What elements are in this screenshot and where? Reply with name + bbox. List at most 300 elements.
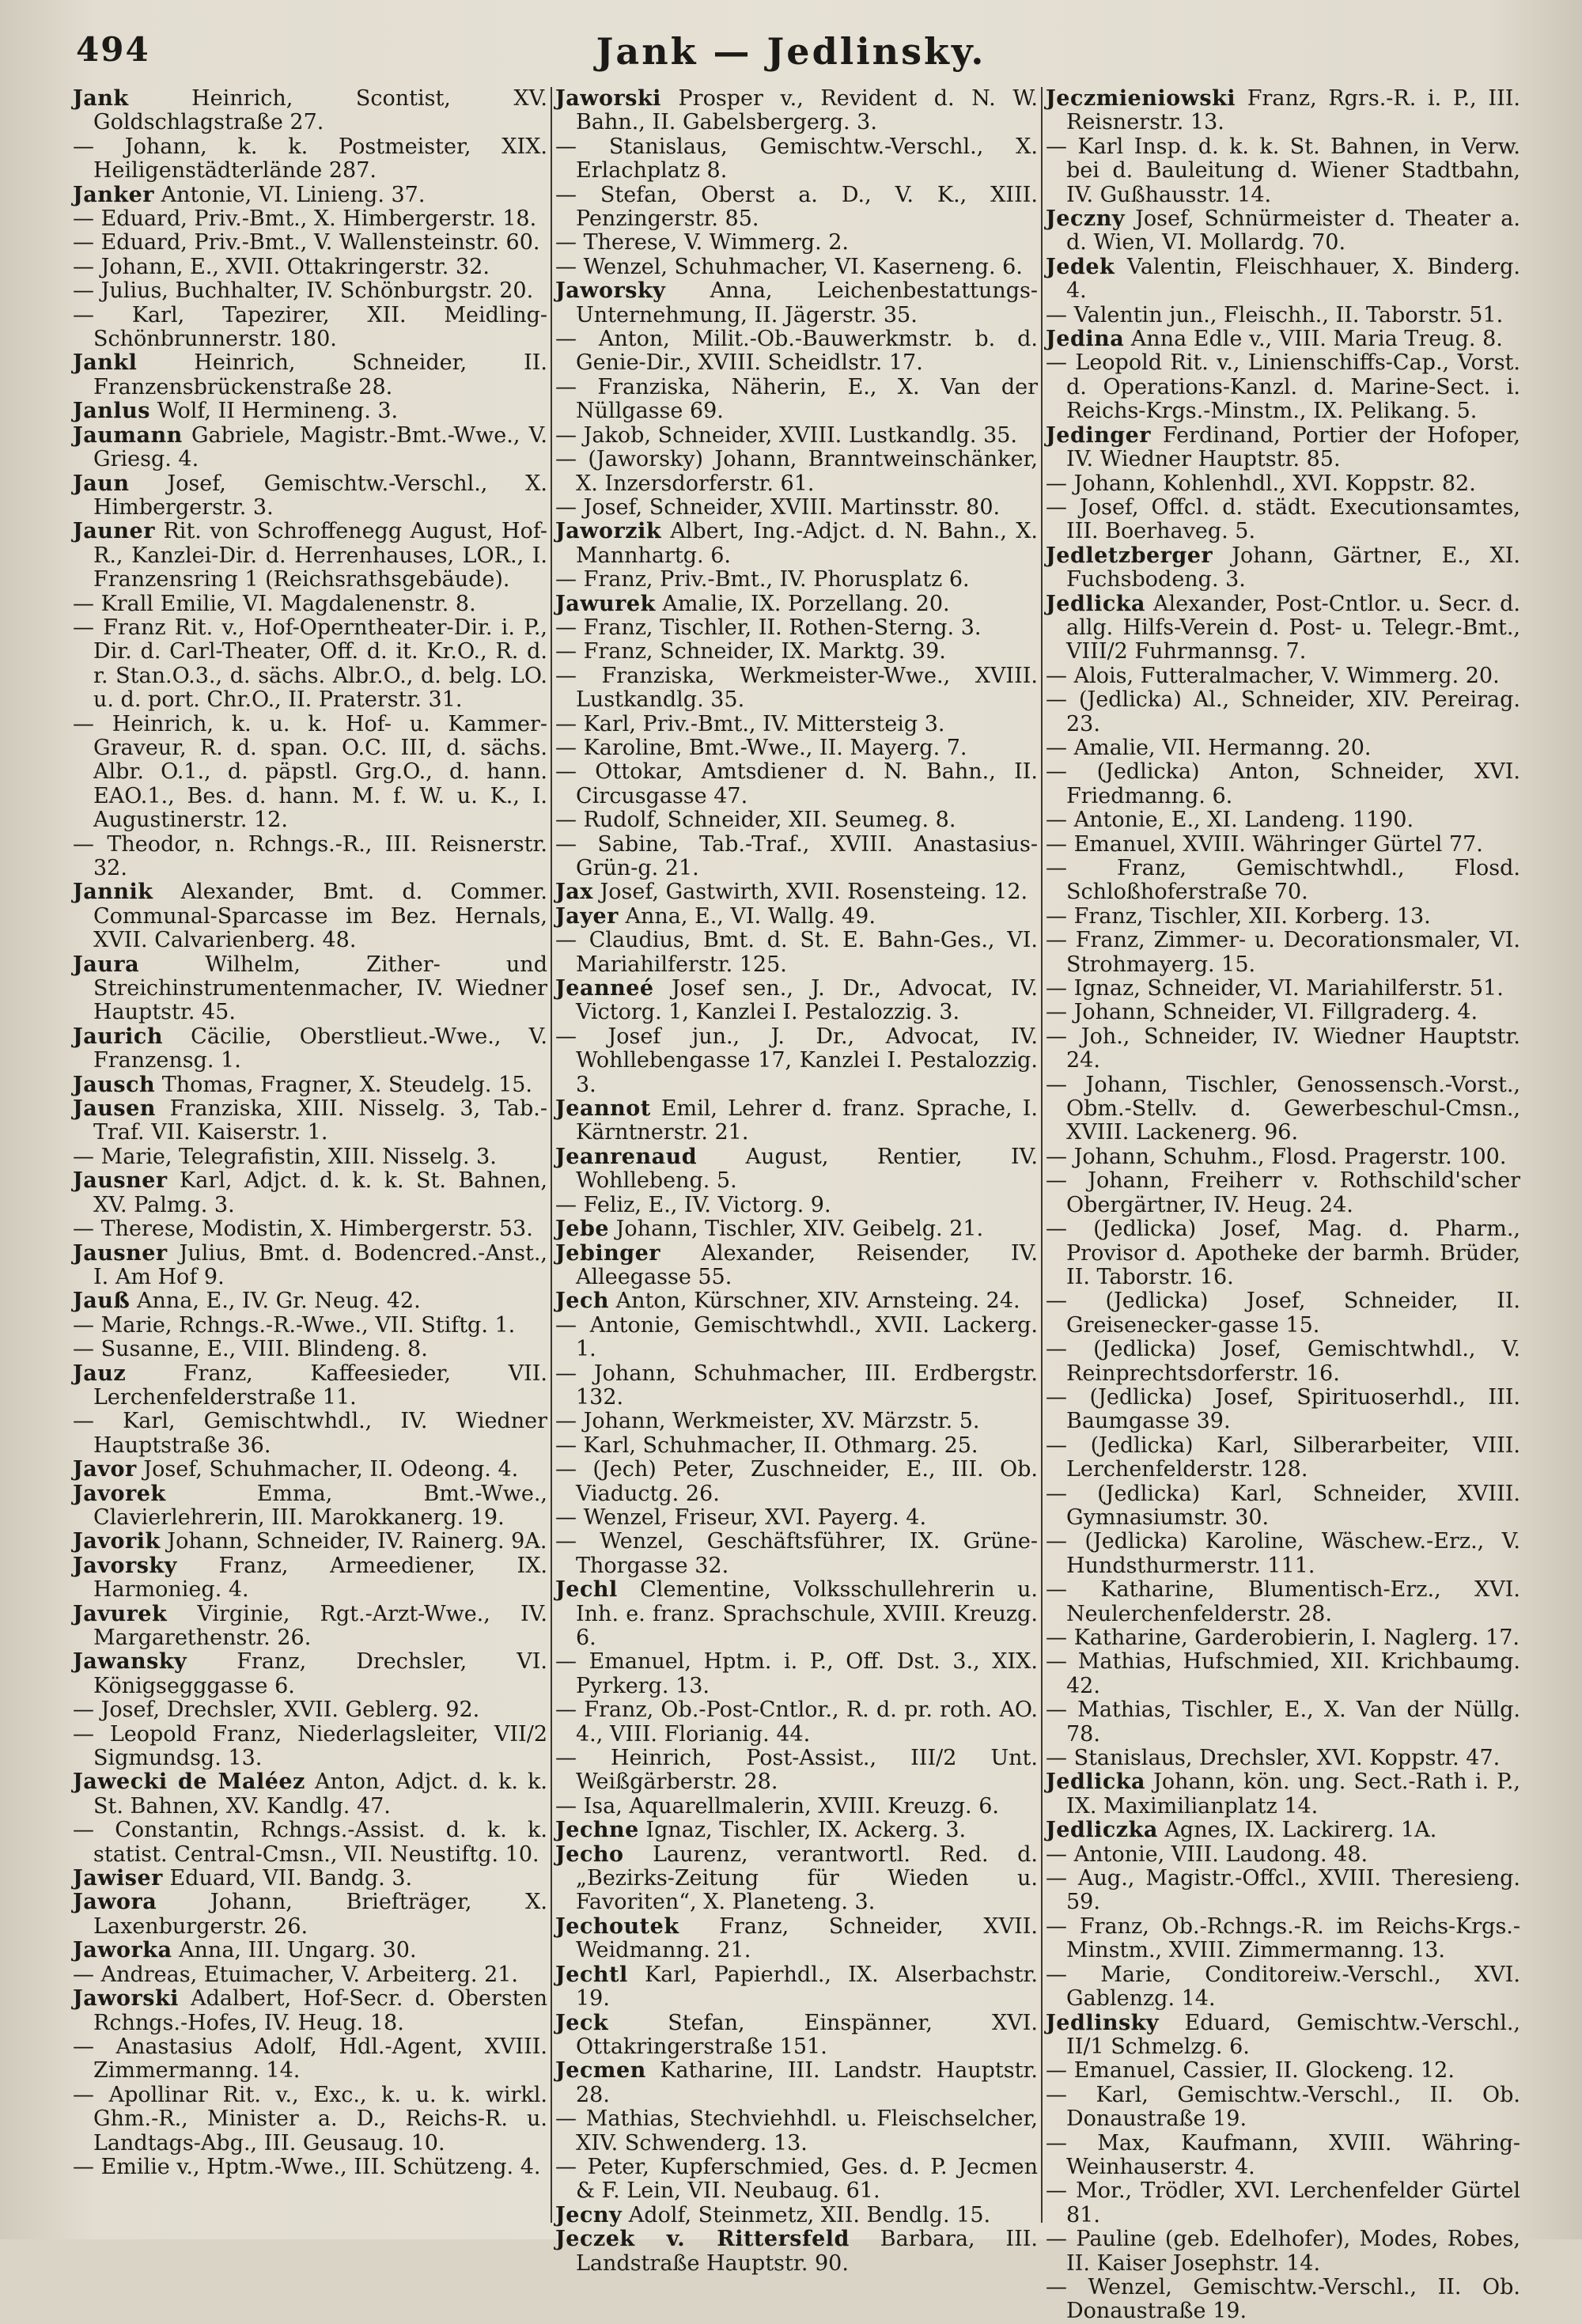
entry-surname: Javorek [73,1481,166,1506]
entry-surname: Jecmen [555,2058,646,2084]
entry-surname: Jauß [73,1289,131,1314]
directory-entry [1046,2227,1520,2276]
entry-surname: Jedletzberger [1046,543,1213,568]
directory-entry [73,1819,547,1867]
entry-details: — Josef, Schneider, XVIII. Martinsstr. 80. [555,494,1001,520]
directory-entry [555,327,1038,376]
entry-surname: Jauner [73,519,155,544]
entry-details: Josef, Schnürmeister d. Theater a. d. Wien, VI. Mollardg. 70. [1066,206,1520,255]
entry-surname: Jausch [73,1072,156,1097]
directory-entry [73,1145,547,1169]
entry-surname: Jeck [555,2010,609,2035]
entry-details: — Wenzel, Geschäftsführer, IX. Grüne-Thorgasse 32. [555,1529,1038,1578]
directory-entry [555,1819,1038,1842]
directory-entry [73,2084,547,2156]
directory-entry [1046,1386,1520,1434]
directory-entry [555,279,1038,327]
entry-details: — Pauline (geb. Edelhofer), Modes, Robes, II. Kaiser Josephstr. 14. [1046,2227,1520,2276]
entry-surname: Jech [555,1289,610,1314]
entry-details: — Wenzel, Schuhmacher, VI. Kaserneng. 6. [555,254,1023,279]
directory-entry [555,184,1038,232]
directory-entry [1046,1169,1520,1217]
entry-details: — Franz, Tischler, XII. Korberg. 13. [1046,903,1431,929]
entry-surname: Javorsky [73,1553,177,1578]
entry-details: Franz, Schneider, XVII. Weidmanng. 21. [576,1913,1038,1963]
directory-entry [1046,1578,1520,1626]
entry-details: Anna, III. Ungarg. 30. [172,1938,417,1963]
directory-entry [73,1698,547,1722]
entry-surname: Jecny [555,2202,623,2227]
directory-entry [555,1506,1038,1530]
entry-details: — Karl, Gemischtw.-Verschl., II. Ob. Donaustraße 19. [1046,2082,1520,2132]
directory-entry [73,953,547,1025]
directory-entry [73,2156,547,2179]
entry-details: — Franz, Gemischtwhdl., Flosd. Schloßhoferstraße 70. [1046,856,1520,905]
entry-details: — Antonie, Gemischtwhdl., XVII. Lackerg. 1. [555,1312,1038,1362]
entry-surname: Jank [73,86,129,111]
directory-entry [73,1867,547,1891]
entry-details: — Marie, Rchngs.-R.-Wwe., VII. Stiftg. 1. [73,1312,516,1338]
entry-details: August, Rentier, IV. Wohllebeng. 5. [576,1144,1038,1194]
entry-details: Virginie, Rgt.-Arzt-Wwe., IV. Margarethenstr. 26. [93,1601,547,1650]
directory-entry [73,592,547,616]
entry-details: Wolf, II Hermineng. 3. [150,399,399,424]
directory-entry [73,1073,547,1097]
entry-details: — Johann, Schuhmacher, III. Erdbergstr. 132. [555,1361,1038,1410]
directory-entry [73,1939,547,1963]
entry-surname: Jausner [73,1168,168,1194]
entry-details: — Antonie, VIII. Laudong. 48. [1046,1841,1368,1867]
directory-entry [1046,255,1520,304]
entry-surname: Jechl [555,1577,618,1603]
entry-details: — (Jedlicka) Josef, Schneider, II. Greisenecker-gasse 15. [1046,1289,1520,1338]
directory-entry [555,929,1038,977]
directory-entry [1046,327,1520,351]
directory-entry [73,1242,547,1290]
entry-details: — Mathias, Hufschmied, XII. Krichbaumg. 42. [1046,1649,1520,1698]
directory-entry [73,1603,547,1651]
entry-details: — Ottokar, Amtsdiener d. N. Bahn., II. Circusgasse 47. [555,759,1038,808]
entry-details: — Karl, Priv.-Bmt., IV. Mittersteig 3. [555,711,945,736]
entry-details: — Krall Emilie, VI. Magdalenenstr. 8. [73,591,476,616]
directory-entry [555,1097,1038,1145]
directory-entry [1046,1434,1520,1482]
entry-details: Anna, E., VI. Wallg. 49. [618,903,876,929]
entry-details: — Karl, Schuhmacher, II. Othmarg. 25. [555,1433,978,1458]
entry-surname: Jechtl [555,1962,628,1987]
entry-details: — Karl, Gemischtwhdl., IV. Wiedner Hauptstraße 36. [73,1409,547,1458]
entry-details: Anna, E., IV. Gr. Neug. 42. [130,1289,421,1314]
directory-entry [555,1217,1038,1241]
entry-details: — Josef, Offcl. d. städt. Executionsamtes, III. Boerhaveg. 5. [1046,494,1520,544]
directory-entry [555,1410,1038,1433]
entry-details: — Franz, Ob.-Rchngs.-R. im Reichs-Krgs.-Minstm., XVIII. Zimmermanng. 13. [1046,1913,1520,1963]
directory-entry [73,1410,547,1458]
entry-details: — Heinrich, k. u. k. Hof- u. Kammer-Graveur, R. d. span. O.C. III, d. sächs. Albr. O.1., d. päpstl. Grg.O., d. hann. EAO.1., Bes. d. hann. M. f. W. u. K., I. Augustinerstr. 12. [73,711,547,833]
directory-entry [555,1458,1038,1506]
entry-details: Antonie, VI. Linieng. 37. [154,182,426,207]
directory-entry [1046,736,1520,760]
entry-details: Franziska, XIII. Nisselg. 3, Tab.-Traf. VII. Kaiserstr. 1. [93,1096,547,1145]
entry-details: Josef, Gastwirth, XVII. Rosensteing. 12. [592,880,1028,905]
directory-entry [555,1650,1038,1698]
entry-details: — Stanislaus, Drechsler, XVI. Koppstr. 47. [1046,1746,1501,1771]
directory-entry [1046,2276,1520,2324]
directory-entry [555,1025,1038,1097]
entry-surname: Jedlicka [1046,591,1145,616]
entry-details: — Wenzel, Friseur, XVI. Payerg. 4. [555,1505,927,1530]
entry-details: Alexander, Reisender, IV. Alleegasse 55. [576,1240,1038,1289]
entry-details: — Katharine, Blumentisch-Erz., XVI. Neulerchenfelderstr. 28. [1046,1577,1520,1626]
entry-details: — Emanuel, XVIII. Währinger Gürtel 77. [1046,831,1483,857]
directory-entry [1046,472,1520,496]
directory-entry [73,1891,547,1939]
entry-details: Franz, Kaffeesieder, VII. Lerchenfelderstraße 11. [93,1361,547,1410]
directory-entry [1046,1843,1520,1867]
entry-surname: Jawecki de Maléez [73,1769,305,1795]
entry-details: — Marie, Telegrafistin, XIII. Nisselg. 3. [73,1144,497,1169]
entry-details: — (Jedlicka) Josef, Spirituoserhdl., III. Baumgasse 39. [1046,1384,1520,1434]
entry-surname: Jaworka [73,1938,172,1963]
directory-entry [73,304,547,352]
column-2 [555,86,1038,2276]
entry-details: — Josef, Drechsler, XVII. Geblerg. 92. [73,1698,480,1723]
entry-details: — Julius, Buchhalter, IV. Schönburgstr. 20. [73,278,534,304]
entry-details: Karl, Papierhdl., IX. Alserbachstr. 19. [576,1962,1038,2012]
entry-surname: Jebe [555,1217,610,1242]
directory-entry [73,1963,547,1987]
directory-entry [555,760,1038,808]
directory-entry [555,87,1038,135]
entry-details: Albert, Ing.-Adjct. d. N. Bahn., X. Mannhartg. 6. [576,519,1038,568]
directory-entry [1046,1819,1520,1842]
entry-surname: Jaura [73,952,140,977]
entry-details: Eduard, VII. Bandg. 3. [162,1866,413,1891]
directory-entry [555,905,1038,929]
directory-entry [555,2012,1038,2060]
entry-surname: Jedek [1046,254,1115,279]
entry-details: — Claudius, Bmt. d. St. E. Bahn-Ges., VI. Mariahilferstr. 125. [555,928,1038,977]
directory-entry [73,1314,547,1338]
directory-entry [73,184,547,207]
directory-entry [555,713,1038,736]
directory-entry [1046,1530,1520,1578]
directory-entry [1046,1650,1520,1698]
entry-details: — (Jedlicka) Karoline, Wäschew.-Erz., V. Hundsthurmerstr. 111. [1046,1529,1520,1578]
entry-surname: Jeanneé [555,976,654,1001]
entry-details: — (Jedlicka) Anton, Schneider, XVI. Friedmanng. 6. [1046,759,1520,808]
directory-entry [555,664,1038,713]
column-divider [551,87,552,2223]
directory-entry [73,713,547,833]
entry-surname: Jedlicka [1046,1769,1145,1795]
directory-entry [1046,664,1520,688]
entry-details: Katharine, III. Landstr. Hauptstr. 28. [576,2058,1038,2107]
entry-surname: Janker [73,182,155,207]
directory-entry [1046,1289,1520,1338]
entry-details: Valentin, Fleischhauer, X. Binderg. 4. [1066,254,1520,304]
entry-surname: Jawansky [73,1649,187,1675]
directory-entry [555,1578,1038,1650]
entry-surname: Javor [73,1457,137,1482]
directory-entry [1046,857,1520,905]
directory-entry [1046,1217,1520,1289]
directory-entry [73,520,547,592]
entry-surname: Jebinger [555,1240,661,1266]
directory-entry [555,1434,1038,1458]
directory-entry [555,231,1038,255]
directory-entry [555,1242,1038,1290]
entry-details: — (Jedlicka) Al., Schneider, XIV. Pereirag. 23. [1046,687,1520,736]
directory-entry [555,616,1038,640]
directory-entry [73,472,547,520]
directory-entry [1046,496,1520,544]
entry-surname: Jeannot [555,1096,651,1122]
entry-details: Franz, Drechsler, VI. Königsegggasse 6. [93,1649,547,1698]
directory-entry [555,1145,1038,1194]
entry-details: — Andreas, Etuimacher, V. Arbeiterg. 21. [73,1962,519,1987]
entry-details: — Marie, Conditoreiw.-Verschl., XVI. Gablenzg. 14. [1046,1962,1520,2012]
entry-details: Clementine, Volksschullehrerin u. Inh. e. franz. Sprachschule, XVIII. Kreuzg. 6. [576,1577,1038,1650]
entry-details: Amalie, IX. Porzellang. 20. [655,591,950,616]
directory-entry [1046,833,1520,857]
entry-details: Franz, Rgrs.-R. i. P., III. Reisnerstr. 13. [1066,86,1520,135]
entry-surname: Jaworski [73,1986,179,2012]
entry-details: — Johann, Werkmeister, XV. Märzstr. 5. [555,1409,980,1434]
directory-entry [1046,929,1520,977]
entry-details: — Franz, Ob.-Post-Cntlor., R. d. pr. roth. AO. 4., VIII. Florianig. 44. [555,1698,1038,1747]
directory-entry [555,1915,1038,1963]
directory-entry [73,1482,547,1531]
directory-entry [1046,1963,1520,2012]
entry-details: — Isa, Aquarellmalerin, XVIII. Kreuzg. 6. [555,1793,999,1819]
directory-entry [73,135,547,184]
entry-details: — Eduard, Priv.-Bmt., V. Wallensteinstr. 60. [73,230,540,255]
entry-surname: Janlus [73,399,150,424]
entry-details: Laurenz, verantwortl. Red. d. „Bezirks-Zeitung für Wieden u. Favoriten“, X. Planeteng. 3. [576,1841,1038,1915]
entry-details: — Franz, Schneider, IX. Marktg. 39. [555,639,946,664]
entry-details: — Sabine, Tab.-Traf., XVIII. Anastasius-Grün-g. 21. [555,831,1038,880]
entry-details: Prosper v., Revident d. N. W. Bahn., II. Gabelsbergerg. 3. [576,86,1038,135]
directory-entry [73,1530,547,1554]
entry-details: — (Jech) Peter, Zuschneider, E., III. Ob. Viaductg. 26. [555,1457,1038,1506]
entry-details: — Mor., Trödler, XVI. Lerchenfelder Gürtel 81. [1046,2178,1520,2227]
entry-surname: Jaworzik [555,519,662,544]
entry-details: — Johann, Schneider, VI. Fillgraderg. 4. [1046,1000,1478,1025]
entry-details: — Apollinar Rit. v., Exc., k. u. k. wirkl. Ghm.-R., Minister a. D., Reichs-R. u. Landtags-Abg., III. Geusaug. 10. [73,2082,547,2156]
directory-entry [73,1723,547,1771]
entry-surname: Jax [555,880,593,905]
directory-entry [555,640,1038,664]
entry-details: Heinrich, Schneider, II. Franzensbrückenstraße 28. [93,350,547,399]
directory-entry [1046,760,1520,808]
directory-entry [1046,2084,1520,2132]
entry-details: — Heinrich, Post-Assist., III/2 Unt. Weißgärberstr. 28. [555,1746,1038,1795]
directory-entry [1046,977,1520,1001]
entry-surname: Jaurich [73,1024,163,1049]
directory-entry [1046,688,1520,736]
entry-surname: Jedina [1046,327,1125,352]
entry-details: Adolf, Steinmetz, XII. Bendlg. 15. [622,2202,991,2227]
directory-entry [73,1169,547,1217]
directory-entry [1046,2059,1520,2083]
entry-details: — Wenzel, Gemischtw.-Verschl., II. Ob. Donaustraße 19. [1046,2274,1520,2324]
directory-entry [555,2156,1038,2204]
entry-details: Johann, Gärtner, E., XI. Fuchsbodeng. 3. [1066,543,1520,592]
column-divider [1041,87,1043,2223]
entry-details: — Stanislaus, Gemischtw.-Verschl., X. Erlachplatz 8. [555,134,1038,184]
entry-details: — Mathias, Stechviehhdl. u. Fleischselcher, XIV. Schwenderg. 13. [555,2106,1038,2156]
entry-details: Anna Edle v., VIII. Maria Treug. 8. [1124,327,1503,352]
entry-details: — Johann, E., XVII. Ottakringerstr. 32. [73,254,490,279]
entry-details: — (Jedlicka) Karl, Silberarbeiter, VIII. Lerchenfelderstr. 128. [1046,1433,1520,1482]
directory-entry [73,1650,547,1698]
directory-entry [555,1530,1038,1578]
directory-entry [555,1843,1038,1915]
entry-details: Franz, Armeediener, IX. Harmonieg. 4. [93,1553,547,1603]
entry-surname: Jeczmieniowski [1046,86,1236,111]
directory-entry [1046,304,1520,327]
entry-details: Josef, Gemischtw.-Verschl., X. Himbergerstr. 3. [93,471,547,520]
entry-details: Johann, kön. ung. Sect.-Rath i. P., IX. Maximilianplatz 14. [1066,1769,1520,1819]
directory-entry [73,87,547,135]
entry-details: — Johann, Schuhm., Flosd. Pragerstr. 100. [1046,1144,1507,1169]
entry-details: — Anastasius Adolf, Hdl.-Agent, XVIII. Zimmermanng. 14. [73,2034,547,2084]
entry-details: — Therese, Modistin, X. Himbergerstr. 53. [73,1217,533,1242]
directory-entry [555,1289,1038,1313]
directory-entry [73,1554,547,1603]
directory-entry [555,880,1038,904]
entry-details: — Aug., Magistr.-Offcl., XVIII. Theresieng. 59. [1046,1866,1520,1915]
entry-details: — Max, Kaufmann, XVIII. Währing-Weinhauserstr. 4. [1046,2130,1520,2179]
directory-entry [555,2227,1038,2276]
directory-entry [73,279,547,303]
entry-details: Josef, Schuhmacher, II. Odeong. 4. [136,1457,519,1482]
directory-entry [555,376,1038,424]
directory-entry [555,448,1038,496]
directory-entry [73,1289,547,1313]
entry-details: — Franz Rit. v., Hof-Operntheater-Dir. i. P., Dir. d. Carl-Theater, Off. d. it. Kr.O., R. d. r. Stan.O.3., d. sächs. Albr.O., d. belg. LO. u. d. port. Chr.O., II. Praterstr. 31. [73,615,547,713]
entry-details: — Alois, Futteralmacher, V. Wimmerg. 20. [1046,663,1500,688]
directory-entry [73,1097,547,1145]
entry-details: Rit. von Schroffenegg August, Hof-R., Kanzlei-Dir. d. Herrenhauses, LOR., I. Franzensring 1 (Reichsrathsgebäude). [93,519,547,592]
entry-details: Wilhelm, Zither- und Streichinstrumentenmacher, IV. Wiedner Hauptstr. 45. [93,952,547,1025]
directory-entry [73,207,547,231]
entry-details: — (Jedlicka) Josef, Mag. d. Pharm., Provisor d. Apotheke der barmh. Brüder, II. Taborstr. 16. [1046,1217,1520,1289]
directory-entry [1046,1915,1520,1963]
entry-surname: Jankl [73,350,138,376]
directory-entry [1046,1025,1520,1073]
directory-entry [1046,1626,1520,1650]
directory-entry [73,1458,547,1482]
entry-details: — Karoline, Bmt.-Wwe., II. Mayerg. 7. [555,735,967,760]
entry-details: Anton, Adjct. d. k. k. St. Bahnen, XV. Kandlg. 47. [93,1769,547,1819]
entry-details: Alexander, Post-Cntlor. u. Secr. d. allg. Hilfs-Verein d. Post- u. Telegr.-Bmt., VIII/2 Fuhrmannsg. 7. [1066,591,1520,664]
directory-entry [555,1362,1038,1410]
directory-entry [555,1194,1038,1217]
directory-entry [1046,2132,1520,2180]
entry-surname: Jeczny [1046,206,1126,232]
directory-entry [73,1217,547,1241]
entry-details: — Antonie, E., XI. Landeng. 1190. [1046,808,1414,833]
directory-entry [1046,2012,1520,2060]
entry-details: Barbara, III. Landstraße Hauptstr. 90. [576,2227,1038,2276]
directory-entry [1046,1747,1520,1770]
entry-details: — Franziska, Näherin, E., X. Van der Nüllgasse 69. [555,374,1038,424]
entry-surname: Jausen [73,1096,156,1122]
entry-details: — (Jedlicka) Karl, Schneider, XVIII. Gymnasiumstr. 30. [1046,1481,1520,1530]
directory-entry [73,616,547,713]
directory-entry [1046,1482,1520,1531]
directory-entry [73,231,547,255]
directory-entry [555,1698,1038,1747]
directory-entry [73,1987,547,2035]
directory-entry [1046,905,1520,929]
directory-entry [73,1362,547,1410]
directory-entry [73,399,547,423]
directory-entry [555,977,1038,1025]
entry-surname: Jaworski [555,86,661,111]
entry-surname: Jechne [555,1818,639,1843]
entry-details: — Leopold Franz, Niederlagsleiter, VII/2 Sigmundsg. 13. [73,1721,547,1771]
entry-details: — (Jedlicka) Josef, Gemischtwhdl., V. Reinprechtsdorferstr. 16. [1046,1337,1520,1386]
entry-details: — Ignaz, Schneider, VI. Mariahilferstr. 51. [1046,976,1504,1001]
entry-details: — Emanuel, Hptm. i. P., Off. Dst. 3., XIX. Pyrkerg. 13. [555,1649,1038,1698]
directory-entry [1046,1867,1520,1915]
entry-details: — Karl, Tapezirer, XII. Meidling-Schönbrunnerstr. 180. [73,302,547,352]
entry-details: Johann, Tischler, XIV. Geibelg. 21. [609,1217,984,1242]
entry-details: — Peter, Kupferschmied, Ges. d. P. Jecmen & F. Lein, VII. Neubaug. 61. [555,2154,1038,2204]
entry-surname: Jeanrenaud [555,1144,698,1169]
directory-entry [73,1338,547,1361]
directory-entry [73,1025,547,1073]
directory-entry [73,424,547,472]
entry-surname: Jawurek [555,591,656,616]
entry-surname: Jecho [555,1841,624,1867]
entry-details: Thomas, Fragner, X. Steudelg. 15. [155,1072,533,1097]
entry-surname: Jannik [73,880,153,905]
directory-entry [555,1314,1038,1362]
entry-details: — Valentin jun., Fleischh., II. Taborstr. 51. [1046,302,1504,327]
directory-entry [1046,1145,1520,1169]
directory-entry [555,568,1038,592]
entry-details: — Emanuel, Cassier, II. Glockeng. 12. [1046,2058,1455,2084]
entry-details: — Josef jun., J. Dr., Advocat, IV. Wohllebengasse 17, Kanzlei I. Pestalozzig. 3. [555,1024,1038,1097]
entry-details: Agnes, IX. Lackirerg. 1A. [1157,1818,1437,1843]
directory-entry [1046,1770,1520,1819]
entry-details: Cäcilie, Oberstlieut.-Wwe., V. Franzensg. 1. [93,1024,547,1073]
entry-details: Eduard, Gemischtw.-Verschl., II/1 Schmelzg. 6. [1066,2010,1520,2059]
directory-entry [73,351,547,399]
entry-surname: Jedliczka [1046,1818,1158,1843]
entry-details: Julius, Bmt. d. Bodencred.-Anst., I. Am Hof 9. [93,1240,547,1289]
entry-details: Josef sen., J. Dr., Advocat, IV. Victorg. 1, Kanzlei I. Pestalozzig. 3. [576,976,1038,1025]
entry-details: Johann, Briefträger, X. Laxenburgerstr. 26. [93,1890,547,1939]
directory-entry [73,2035,547,2084]
entry-surname: Jaumann [73,422,183,448]
entry-details: Heinrich, Scontist, XV. Goldschlagstraße 27. [93,86,547,135]
entry-details: — Franz, Tischler, II. Rothen-Sterng. 3. [555,615,982,640]
directory-entry [1046,592,1520,664]
running-title: Jank — Jedlinsky. [596,30,986,73]
entry-details: — Franz, Priv.-Bmt., IV. Phorusplatz 6. [555,567,970,592]
entry-details: — Anton, Milit.-Ob.-Bauwerkmstr. b. d. Genie-Dir., XVIII. Scheidlstr. 17. [555,327,1038,376]
entry-surname: Jausner [73,1240,168,1266]
entry-details: Ignaz, Tischler, IX. Ackerg. 3. [638,1818,967,1843]
directory-entry [73,833,547,881]
entry-details: Anton, Kürschner, XIV. Arnsteing. 24. [609,1289,1020,1314]
directory-entry [555,1795,1038,1819]
